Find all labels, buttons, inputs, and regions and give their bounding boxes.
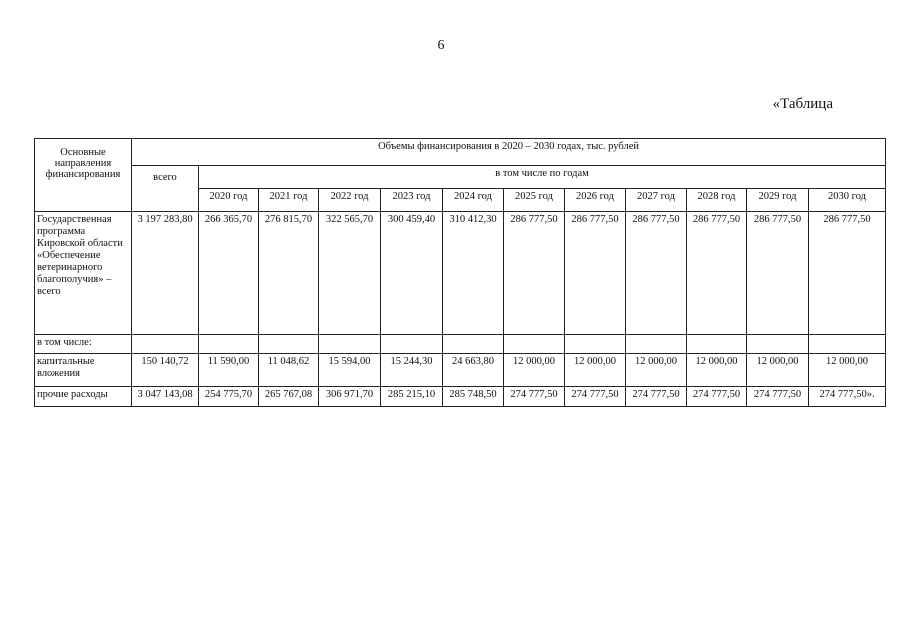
cell-value bbox=[443, 335, 504, 354]
cell-total: 150 140,72 bbox=[132, 354, 199, 387]
cell-value: 15 594,00 bbox=[319, 354, 381, 387]
table-row bbox=[35, 387, 886, 407]
cell-value: 300 459,40 bbox=[381, 212, 443, 335]
header-year: 2026 год bbox=[565, 189, 626, 212]
cell-value: 12 000,00 bbox=[626, 354, 687, 387]
cell-value: 12 000,00 bbox=[809, 354, 886, 387]
cell-value: 274 777,50 bbox=[504, 387, 565, 407]
cell-value: 11 048,62 bbox=[259, 354, 319, 387]
cell-value: 265 767,08 bbox=[259, 387, 319, 407]
cell-value bbox=[381, 335, 443, 354]
cell-value: 15 244,30 bbox=[381, 354, 443, 387]
header-year: 2022 год bbox=[319, 189, 381, 212]
header-year: 2030 год bbox=[809, 189, 886, 212]
cell-value: 274 777,50 bbox=[626, 387, 687, 407]
row-label: прочие расходы bbox=[35, 387, 132, 407]
cell-value bbox=[199, 335, 259, 354]
cell-value: 286 777,50 bbox=[809, 212, 886, 335]
header-year: 2028 год bbox=[687, 189, 747, 212]
cell-value: 12 000,00 bbox=[504, 354, 565, 387]
header-directions: Основные направления финансирования bbox=[35, 139, 132, 212]
cell-value: 322 565,70 bbox=[319, 212, 381, 335]
cell-value: 266 365,70 bbox=[199, 212, 259, 335]
cell-value: 285 748,50 bbox=[443, 387, 504, 407]
cell-value: 306 971,70 bbox=[319, 387, 381, 407]
cell-value: 286 777,50 bbox=[626, 212, 687, 335]
financing-table bbox=[34, 138, 886, 407]
table-row bbox=[35, 335, 886, 354]
header-year: 2029 год bbox=[747, 189, 809, 212]
header-by-years: в том числе по годам bbox=[199, 166, 886, 189]
cell-total bbox=[132, 335, 199, 354]
cell-value: 12 000,00 bbox=[565, 354, 626, 387]
cell-value: 286 777,50 bbox=[504, 212, 565, 335]
cell-value bbox=[504, 335, 565, 354]
cell-value: 254 775,70 bbox=[199, 387, 259, 407]
cell-value: 11 590,00 bbox=[199, 354, 259, 387]
cell-value: 285 215,10 bbox=[381, 387, 443, 407]
header-year: 2024 год bbox=[443, 189, 504, 212]
cell-value bbox=[626, 335, 687, 354]
cell-value: 274 777,50 bbox=[687, 387, 747, 407]
cell-value bbox=[319, 335, 381, 354]
header-year: 2020 год bbox=[199, 189, 259, 212]
header-volumes: Объемы финансирования в 2020 – 2030 годах, тыс. рублей bbox=[132, 139, 886, 166]
header-year: 2021 год bbox=[259, 189, 319, 212]
row-label: в том числе: bbox=[35, 335, 132, 354]
table-caption: «Таблица bbox=[772, 96, 833, 112]
table-row bbox=[35, 212, 886, 335]
row-label: Государственная программа Кировской области «Обеспечение ветеринарного благополучия» – всего bbox=[35, 212, 132, 335]
cell-total: 3 197 283,80 bbox=[132, 212, 199, 335]
header-year: 2023 год bbox=[381, 189, 443, 212]
cell-value: 12 000,00 bbox=[747, 354, 809, 387]
table-row bbox=[35, 354, 886, 387]
cell-value: 286 777,50 bbox=[747, 212, 809, 335]
cell-value: 274 777,50 bbox=[747, 387, 809, 407]
cell-value: 310 412,30 bbox=[443, 212, 504, 335]
cell-value: 286 777,50 bbox=[687, 212, 747, 335]
cell-value: 274 777,50». bbox=[809, 387, 886, 407]
header-year: 2027 год bbox=[626, 189, 687, 212]
header-total: всего bbox=[132, 166, 199, 212]
cell-value bbox=[565, 335, 626, 354]
cell-value bbox=[687, 335, 747, 354]
cell-value: 12 000,00 bbox=[687, 354, 747, 387]
header-year: 2025 год bbox=[504, 189, 565, 212]
cell-value: 274 777,50 bbox=[565, 387, 626, 407]
cell-total: 3 047 143,08 bbox=[132, 387, 199, 407]
cell-value bbox=[747, 335, 809, 354]
cell-value: 286 777,50 bbox=[565, 212, 626, 335]
cell-value: 276 815,70 bbox=[259, 212, 319, 335]
cell-value bbox=[809, 335, 886, 354]
cell-value bbox=[259, 335, 319, 354]
page-number: 6 bbox=[437, 38, 445, 53]
row-label: капитальные вложения bbox=[35, 354, 132, 387]
cell-value: 24 663,80 bbox=[443, 354, 504, 387]
